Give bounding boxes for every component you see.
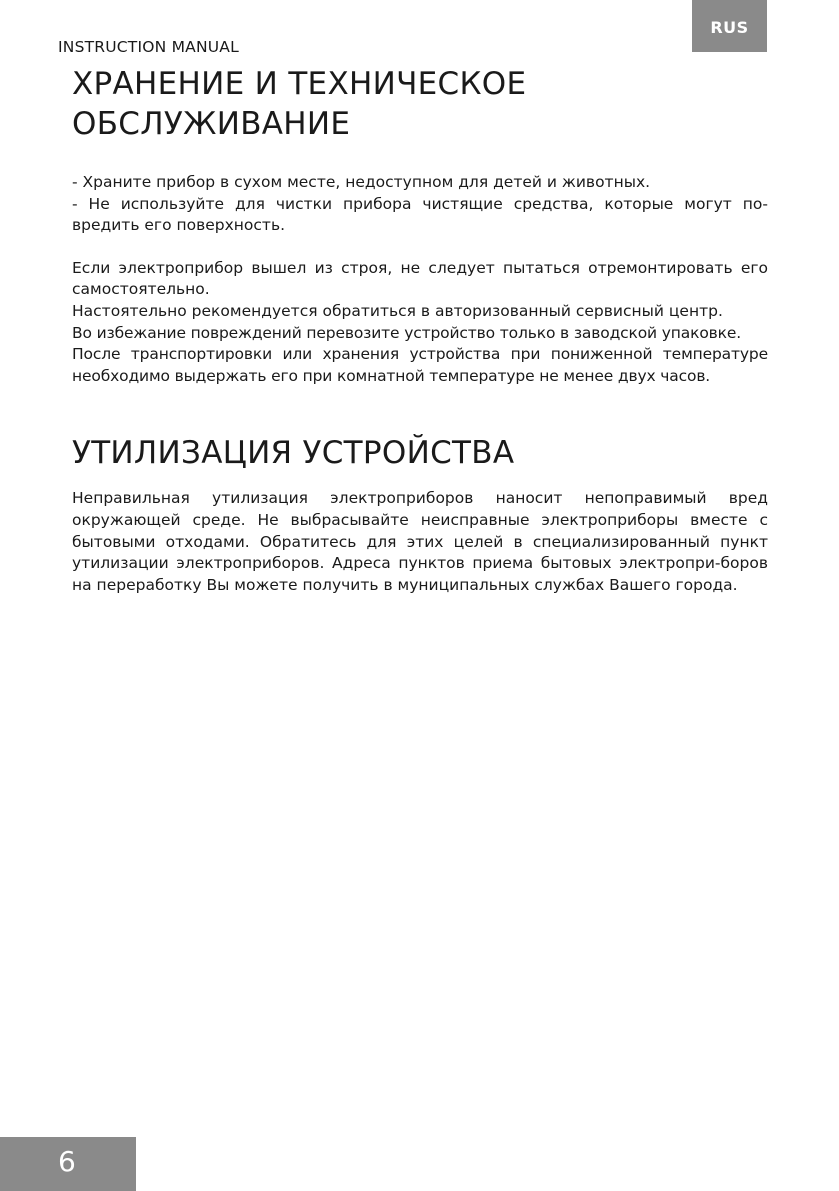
repair-paragraphs <box>72 258 768 388</box>
document-label: INSTRUCTION MANUAL <box>58 38 239 56</box>
repair-paragraph: После транспортировки или хранения устройства при пониженной температуре необходимо выдержать его при комнатной температуре не менее двух часов. <box>72 345 768 385</box>
language-tab: RUS <box>692 0 767 52</box>
disposal-paragraph: Неправильная утилизация электроприборов наносит непоправимый вред окружающей среде. Не выбрасывайте неисправные электроприборы вместе с бытовыми отходами. Обратитесь для этих целей в специализированный пункт утилизации электроприборов. Адреса пунктов приема бытовых электропри-боров на переработку Вы можете получить в муниципальных службах Вашего города. <box>72 489 768 594</box>
page-number-box <box>0 1137 136 1191</box>
disposal-section-title: УТИЛИЗАЦИЯ УСТРОЙСТВА <box>72 435 515 472</box>
storage-bullets <box>72 172 768 237</box>
page-number: 6 <box>58 1145 76 1178</box>
page-content <box>72 64 768 596</box>
repair-paragraph: Во избежание повреждений перевозите устройство только в заводской упаковке. <box>72 323 742 342</box>
disposal-text-block <box>72 488 768 596</box>
storage-section-title: ХРАНЕНИЕ И ТЕХНИЧЕСКОЕ ОБСЛУЖИВАНИЕ <box>72 66 527 142</box>
repair-paragraph: Настоятельно рекомендуется обратиться в авторизованный сервисный центр. <box>72 301 723 320</box>
repair-paragraph: Если электроприбор вышел из строя, не следует пытаться отремонтировать его самостоятельно. <box>72 258 768 299</box>
storage-bullet: - Храните прибор в сухом месте, недоступном для детей и животных. <box>72 173 651 191</box>
storage-bullet: - Не используйте для чистки прибора чистящие средства, которые могут по-вредить его поверхность. <box>72 194 768 235</box>
